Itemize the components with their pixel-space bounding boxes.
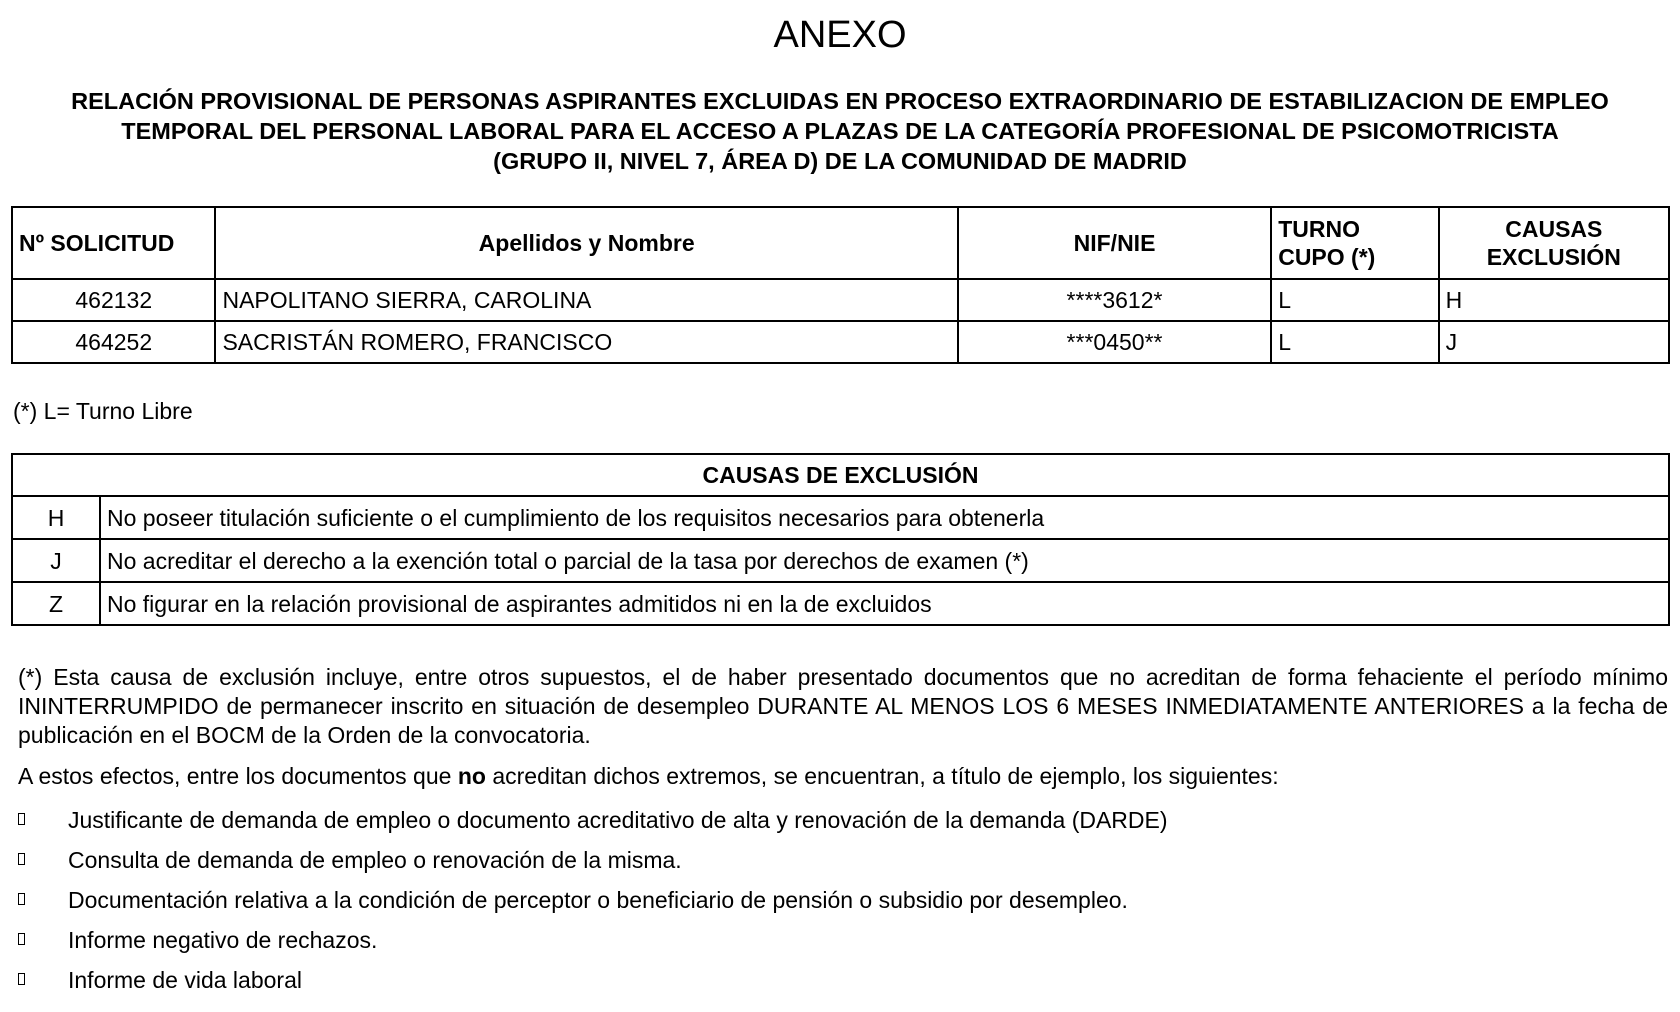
list-item-text: Informe negativo de rechazos. [68,927,378,953]
exclusion-causes-table [11,453,1670,626]
cell-nombre: SACRISTÁN ROMERO, FRANCISCO [215,321,957,363]
header-turno-line1: TURNO [1278,216,1360,242]
header-causas-line1: CAUSAS [1505,216,1603,242]
table-row [12,279,1669,321]
cell-turno: L [1271,321,1438,363]
cause-description: No figurar en la relación provisional de aspirantes admitidos ni en la de excluidos [100,582,1669,625]
square-bullet-icon [18,853,25,865]
cell-nif: ****3612* [958,279,1271,321]
intro-text-before: A estos efectos, entre los documentos que [18,763,458,789]
documents-intro-paragraph [18,762,1668,791]
turno-note: (*) L= Turno Libre [13,398,193,424]
exclusion-note-paragraph: (*) Esta causa de exclusión incluye, entre otros supuestos, el de haber presentado documentos que no acreditan de forma fehaciente el período mínimo ININTERRUMPIDO de permanecer inscrito en situación de desempleo DURANTE AL MENOS LOS 6 MESES INMEDIATAMENTE ANTERIORES a la fecha de publicación en el BOCM de la Orden de la convocatoria. [18,664,1668,748]
cell-solicitud: 464252 [12,321,215,363]
cause-code: Z [12,582,100,625]
list-item-text: Justificante de demanda de empleo o documento acreditativo de alta y renovación de la demanda (DARDE) [68,807,1168,833]
subtitle-line: (GRUPO II, NIVEL 7, ÁREA D) DE LA COMUNIDAD DE MADRID [493,148,1187,174]
header-turno-line2: CUPO (*) [1278,244,1376,270]
square-bullet-icon [18,813,25,825]
cause-code: H [12,496,100,539]
header-causas-line2: EXCLUSIÓN [1486,244,1621,270]
list-item [18,840,1668,880]
list-item-text: Consulta de demanda de empleo o renovación de la misma. [68,847,682,873]
list-item-text: Documentación relativa a la condición de perceptor o beneficiario de pensión o subsidio por desempleo. [68,887,1128,913]
list-item-text: Informe de vida laboral [68,967,302,993]
cause-description: No acreditar el derecho a la exención total o parcial de la tasa por derechos de examen (*) [100,539,1669,582]
header-turno [1271,207,1438,279]
square-bullet-icon [18,973,25,985]
cell-nif: ***0450** [958,321,1271,363]
causes-header: CAUSAS DE EXCLUSIÓN [12,454,1669,496]
cause-code: J [12,539,100,582]
header-nif: NIF/NIE [958,207,1271,279]
cell-causa: J [1439,321,1669,363]
table-row [12,582,1669,625]
header-nombre: Apellidos y Nombre [215,207,957,279]
cause-description: No poseer titulación suficiente o el cumplimiento de los requisitos necesarios para obtenerla [100,496,1669,539]
table-header-row [12,454,1669,496]
table-header-row [12,207,1669,279]
document-title: ANEXO [773,14,907,56]
intro-text-bold: no [457,763,486,789]
header-causas [1439,207,1669,279]
cell-turno: L [1271,279,1438,321]
table-row [12,539,1669,582]
list-item [18,920,1668,960]
cell-solicitud: 462132 [12,279,215,321]
table-row [12,321,1669,363]
square-bullet-icon [18,933,25,945]
list-item [18,880,1668,920]
cell-causa: H [1439,279,1669,321]
cell-nombre: NAPOLITANO SIERRA, CAROLINA [215,279,957,321]
list-item [18,960,1668,1000]
subtitle-line: RELACIÓN PROVISIONAL DE PERSONAS ASPIRANTES EXCLUIDAS EN PROCESO EXTRAORDINARIO DE ESTABILIZACION DE EMPLEO [71,88,1609,114]
subtitle-line: TEMPORAL DEL PERSONAL LABORAL PARA EL ACCESO A PLAZAS DE LA CATEGORÍA PROFESIONAL DE PSICOMOTRICISTA [121,118,1559,144]
header-solicitud: Nº SOLICITUD [12,207,215,279]
square-bullet-icon [18,893,25,905]
documents-list [18,800,1668,1000]
document-subtitle [10,86,1670,176]
table-row [12,496,1669,539]
excluded-applicants-table [11,206,1670,364]
intro-text-after: acreditan dichos extremos, se encuentran, a título de ejemplo, los siguientes: [485,763,1279,789]
list-item [18,800,1668,840]
